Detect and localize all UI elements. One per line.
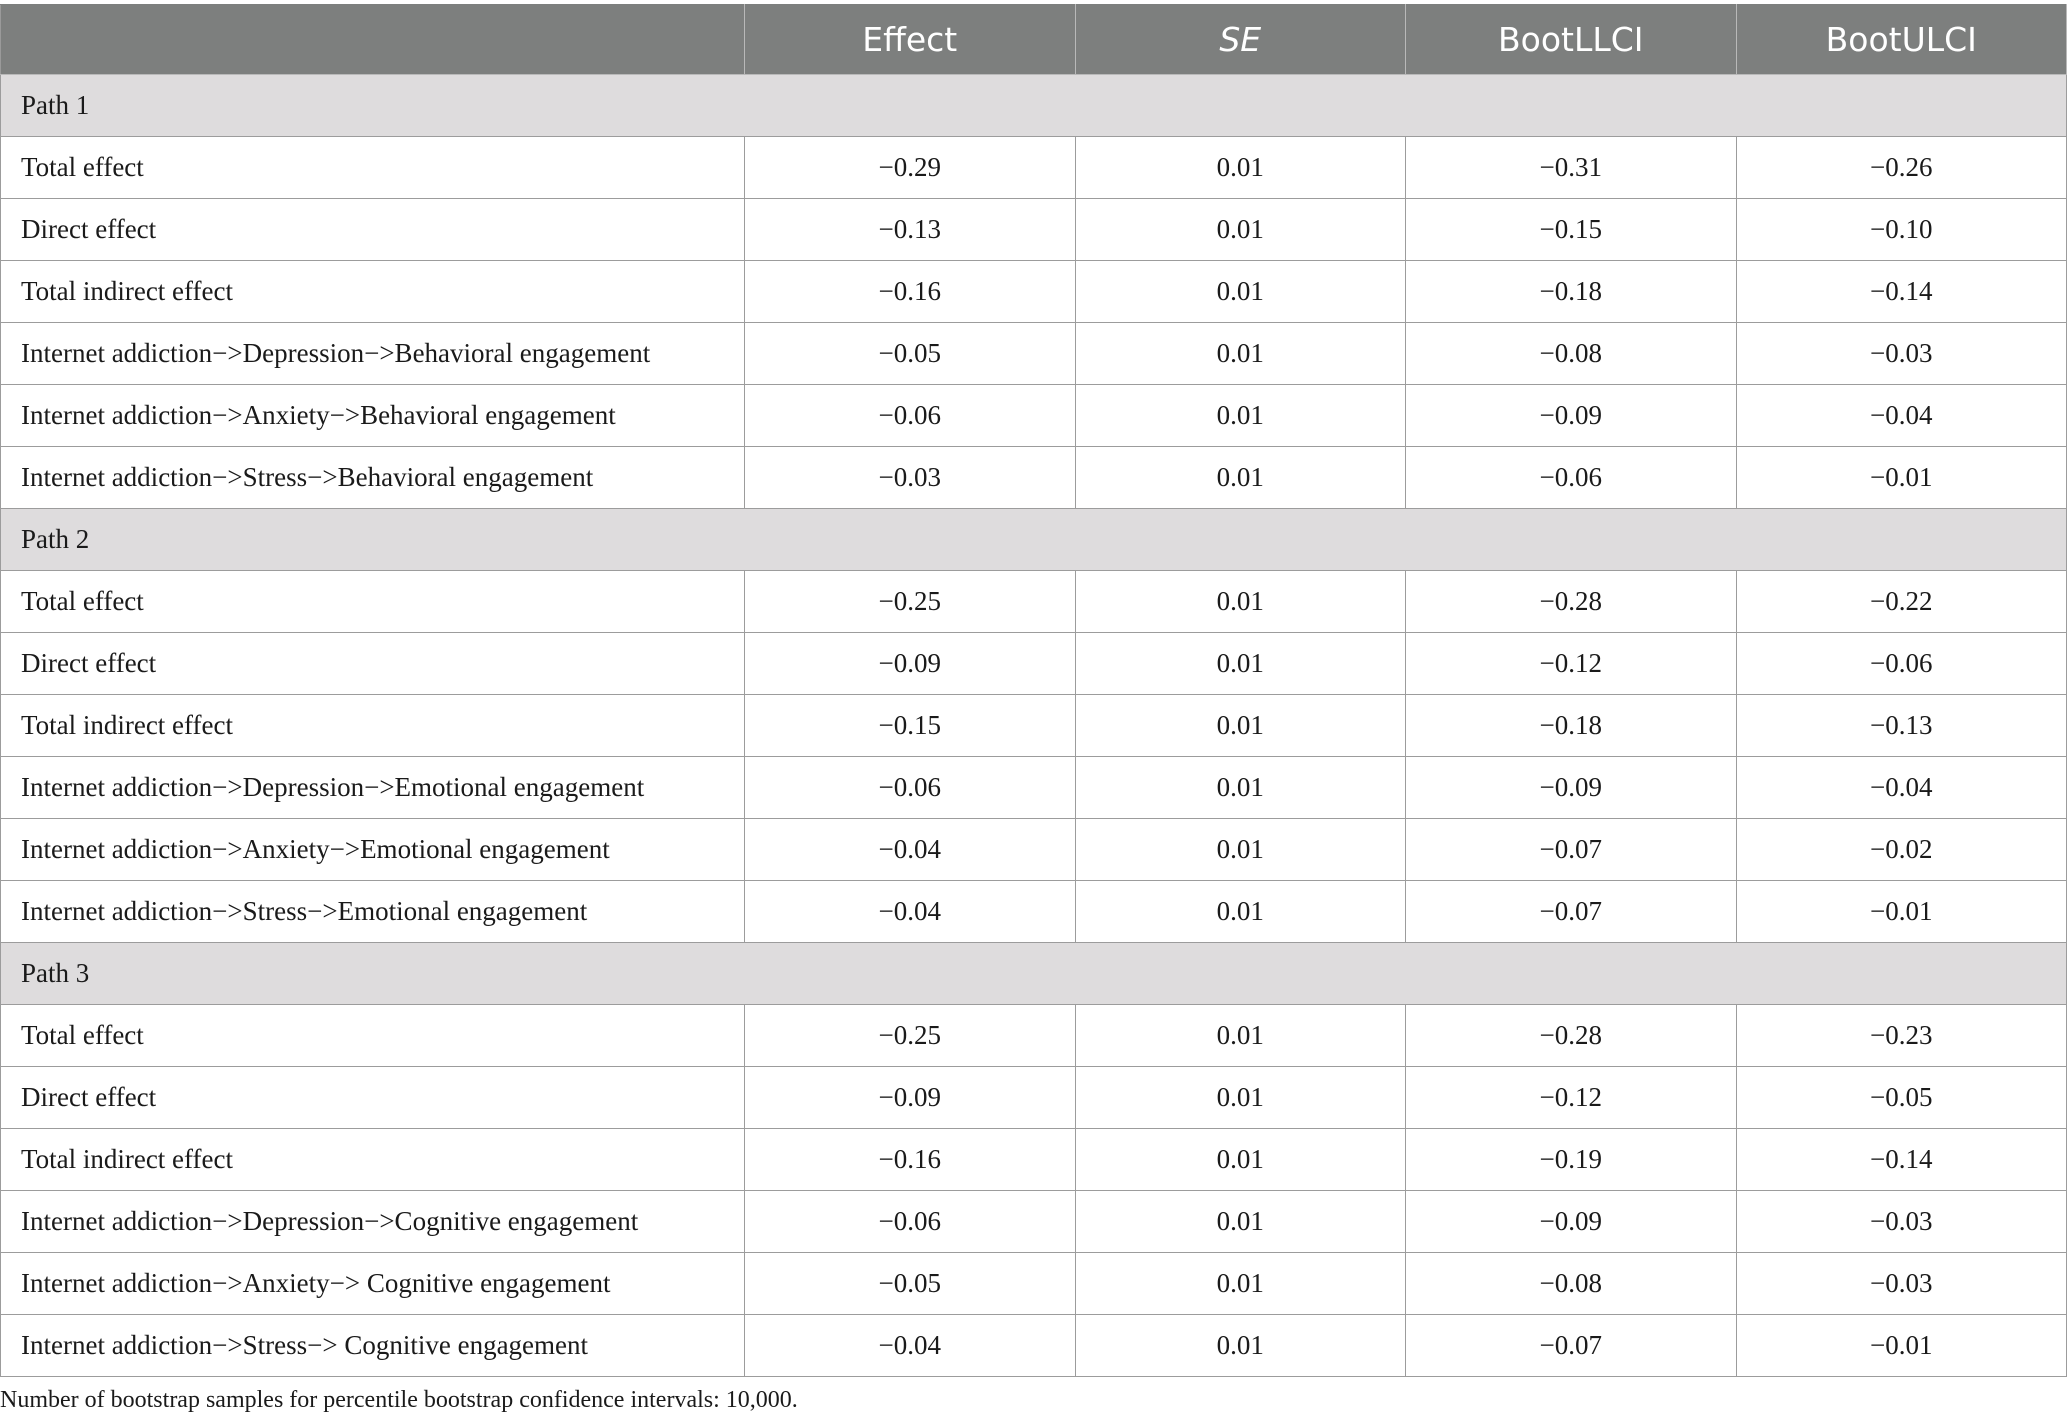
effect-cell: −0.04 [745,881,1076,943]
effect-cell: −0.06 [745,1191,1076,1253]
bootllci-cell: −0.09 [1406,757,1737,819]
row-label: Direct effect [1,1067,745,1129]
effect-cell: −0.16 [745,1129,1076,1191]
bootllci-cell: −0.06 [1406,447,1737,509]
row-label: Internet addiction−>Stress−>Behavioral engagement [1,447,745,509]
se-cell: 0.01 [1075,695,1406,757]
results-table [0,4,2067,1377]
bootulci-cell: −0.05 [1736,1067,2067,1129]
table-row [1,819,2067,881]
table-row [1,1129,2067,1191]
bootulci-cell: −0.03 [1736,323,2067,385]
se-cell: 0.01 [1075,323,1406,385]
table-row [1,571,2067,633]
table-row [1,1315,2067,1377]
row-label: Total indirect effect [1,261,745,323]
row-label: Internet addiction−>Depression−>Cognitive engagement [1,1191,745,1253]
bootulci-cell: −0.23 [1736,1005,2067,1067]
bootulci-cell: −0.03 [1736,1191,2067,1253]
table-row [1,757,2067,819]
row-label: Total effect [1,137,745,199]
effect-cell: −0.25 [745,571,1076,633]
section-row [1,943,2067,1005]
se-cell: 0.01 [1075,633,1406,695]
se-cell: 0.01 [1075,757,1406,819]
table-row [1,695,2067,757]
bootulci-cell: −0.14 [1736,261,2067,323]
se-cell: 0.01 [1075,571,1406,633]
bootulci-cell: −0.01 [1736,1315,2067,1377]
bootllci-cell: −0.28 [1406,1005,1737,1067]
bootllci-cell: −0.08 [1406,1253,1737,1315]
row-label: Internet addiction−>Stress−>Emotional engagement [1,881,745,943]
bootulci-cell: −0.14 [1736,1129,2067,1191]
bootulci-cell: −0.01 [1736,447,2067,509]
bootllci-cell: −0.18 [1406,261,1737,323]
row-label: Direct effect [1,199,745,261]
table-body [1,75,2067,1377]
effect-cell: −0.04 [745,819,1076,881]
bootllci-cell: −0.08 [1406,323,1737,385]
bootulci-cell: −0.10 [1736,199,2067,261]
se-cell: 0.01 [1075,1191,1406,1253]
header-label [1,5,745,75]
table-row [1,1067,2067,1129]
effect-cell: −0.04 [745,1315,1076,1377]
header-bootulci: BootULCI [1736,5,2067,75]
row-label: Internet addiction−>Depression−>Emotional engagement [1,757,745,819]
effect-cell: −0.05 [745,323,1076,385]
row-label: Internet addiction−>Anxiety−>Emotional engagement [1,819,745,881]
se-cell: 0.01 [1075,1005,1406,1067]
row-label: Total effect [1,1005,745,1067]
bootulci-cell: −0.04 [1736,385,2067,447]
effect-cell: −0.25 [745,1005,1076,1067]
table-row [1,199,2067,261]
table-row [1,633,2067,695]
row-label: Internet addiction−>Depression−>Behavioral engagement [1,323,745,385]
effect-cell: −0.09 [745,633,1076,695]
se-cell: 0.01 [1075,1129,1406,1191]
row-label: Total effect [1,571,745,633]
bootllci-cell: −0.31 [1406,137,1737,199]
se-cell: 0.01 [1075,447,1406,509]
bootulci-cell: −0.04 [1736,757,2067,819]
bootulci-cell: −0.26 [1736,137,2067,199]
bootulci-cell: −0.02 [1736,819,2067,881]
bootllci-cell: −0.09 [1406,1191,1737,1253]
table-row [1,385,2067,447]
table-row [1,1005,2067,1067]
header-row [1,5,2067,75]
bootllci-cell: −0.07 [1406,1315,1737,1377]
row-label: Internet addiction−>Anxiety−>Behavioral engagement [1,385,745,447]
row-label: Total indirect effect [1,695,745,757]
row-label: Total indirect effect [1,1129,745,1191]
se-cell: 0.01 [1075,199,1406,261]
effect-cell: −0.03 [745,447,1076,509]
bootllci-cell: −0.28 [1406,571,1737,633]
table-row [1,447,2067,509]
bootllci-cell: −0.15 [1406,199,1737,261]
se-cell: 0.01 [1075,881,1406,943]
table-row [1,137,2067,199]
header-bootllci: BootLLCI [1406,5,1737,75]
section-title: Path 3 [1,943,2067,1005]
table-row [1,881,2067,943]
se-cell: 0.01 [1075,1067,1406,1129]
row-label: Internet addiction−>Anxiety−> Cognitive engagement [1,1253,745,1315]
section-row [1,509,2067,571]
se-cell: 0.01 [1075,385,1406,447]
bootllci-cell: −0.07 [1406,881,1737,943]
effect-cell: −0.09 [745,1067,1076,1129]
bootulci-cell: −0.06 [1736,633,2067,695]
bootllci-cell: −0.07 [1406,819,1737,881]
effect-cell: −0.05 [745,1253,1076,1315]
bootllci-cell: −0.12 [1406,1067,1737,1129]
section-title: Path 2 [1,509,2067,571]
se-cell: 0.01 [1075,137,1406,199]
bootulci-cell: −0.13 [1736,695,2067,757]
bootulci-cell: −0.01 [1736,881,2067,943]
header-se: SE [1075,5,1406,75]
row-label: Internet addiction−>Stress−> Cognitive engagement [1,1315,745,1377]
bootllci-cell: −0.12 [1406,633,1737,695]
header-effect: Effect [745,5,1076,75]
effect-cell: −0.29 [745,137,1076,199]
effect-cell: −0.13 [745,199,1076,261]
bootulci-cell: −0.03 [1736,1253,2067,1315]
effect-cell: −0.16 [745,261,1076,323]
effect-cell: −0.06 [745,385,1076,447]
effect-cell: −0.15 [745,695,1076,757]
se-cell: 0.01 [1075,1315,1406,1377]
effect-cell: −0.06 [745,757,1076,819]
table-row [1,1253,2067,1315]
table-footnote: Number of bootstrap samples for percentile bootstrap confidence intervals: 10,000. [0,1387,798,1413]
bootllci-cell: −0.19 [1406,1129,1737,1191]
table-row [1,323,2067,385]
bootllci-cell: −0.09 [1406,385,1737,447]
section-row [1,75,2067,137]
se-cell: 0.01 [1075,1253,1406,1315]
section-title: Path 1 [1,75,2067,137]
row-label: Direct effect [1,633,745,695]
bootllci-cell: −0.18 [1406,695,1737,757]
table-row [1,261,2067,323]
table-row [1,1191,2067,1253]
se-cell: 0.01 [1075,261,1406,323]
bootulci-cell: −0.22 [1736,571,2067,633]
se-cell: 0.01 [1075,819,1406,881]
